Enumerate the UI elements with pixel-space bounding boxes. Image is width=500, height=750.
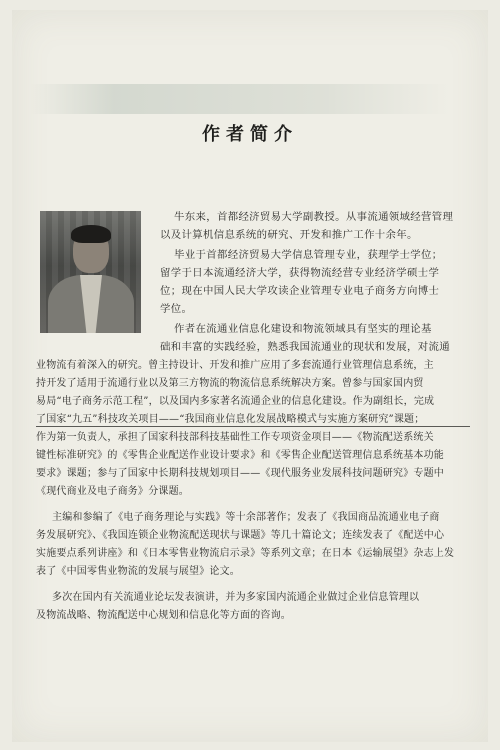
text-line: 学位。: [160, 303, 193, 315]
text-line: 要求》课题；参与了国家中长期科技规划项目——《现代服务业发展科技问题研究》专题中: [36, 468, 444, 479]
text-line: 牛东来，首都经济贸易大学副教授。从事流通领域经营管理: [174, 211, 454, 223]
faded-header-band: [30, 84, 450, 114]
text-line: 实施要点系列讲座》和《日本零售业物流启示录》等系列文章；在日本《运输展望》杂志上发: [36, 548, 455, 559]
text-line: 持开发了适用于流通行业以及第三方物流的物流信息系统解决方案。曾参与国家国内贸: [36, 378, 424, 389]
text-line: 及物流战略、物流配送中心规划和信息化等方面的咨询。: [36, 610, 291, 621]
text-line: 了国家“九五”科技攻关项目——“我国商业信息化发展战略模式与实施方案研究”课题；: [36, 414, 425, 425]
text-line: 键性标准研究》的《零售企业配送作业设计要求》和《零售企业配送管理信息系统基本功能: [36, 450, 444, 461]
text-line: 务发展研究》、《我国连锁企业物流配送现状与课题》等几十篇论文；连续发表了《配送中心: [36, 530, 445, 541]
text-line: 主编和参编了《电子商务理论与实践》等十余部著作；发表了《我国商品流通业电子商: [52, 512, 440, 523]
text-line: 作者在流通业信息化建设和物流领域具有坚实的理论基: [174, 323, 432, 335]
page-title: 作者简介: [202, 124, 298, 145]
text-line: 业物流有着深入的研究。曾主持设计、开发和推广应用了多套流通行业管理信息系统，主: [36, 360, 434, 371]
text-line: 多次在国内有关流通业论坛发表演讲，并为多家国内流通企业做过企业信息管理以: [52, 592, 420, 603]
text-line: 作为第一负责人，承担了国家科技部科技基础性工作专项资金项目——《物流配送系统关: [36, 432, 434, 443]
text-line: 毕业于首都经济贸易大学信息管理专业，获理学士学位；: [174, 249, 443, 261]
text-line: 表了《中国零售业物流的发展与展望》论文。: [36, 566, 240, 577]
text-line: 易局“电子商务示范工程”，以及国内多家著名流通企业的信息化建设。作为副组长，完成: [36, 396, 435, 407]
ink-underline: [36, 426, 470, 427]
text-line: 《现代商业及电子商务》分课题。: [36, 486, 189, 497]
text-line: 留学于日本流通经济大学，获得物流经营专业经济学硕士学: [160, 267, 440, 279]
text-line: 以及计算机信息系统的研究、开发和推广工作十余年。: [160, 229, 418, 241]
text-line: 位；现在中国人民大学攻读企业管理专业电子商务方向博士: [160, 285, 440, 297]
text-line: 础和丰富的实践经验，熟悉我国流通业的现状和发展，对流通: [160, 341, 450, 353]
author-photo: [40, 211, 141, 333]
